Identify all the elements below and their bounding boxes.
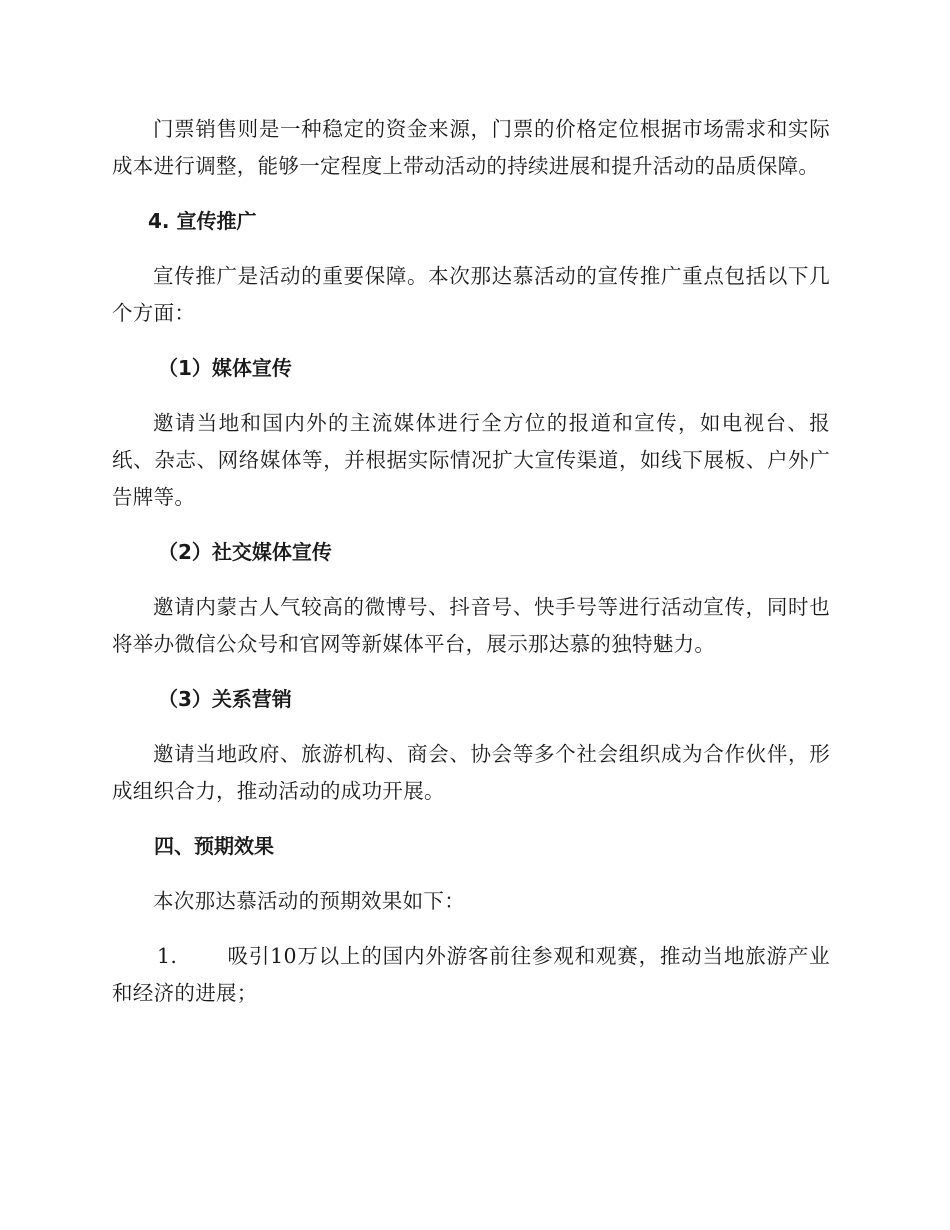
document-page	[112, 111, 830, 1012]
heading-expected-effects: 四、预期效果	[154, 834, 274, 858]
paragraph-ticket-sales: 门票销售则是一种稳定的资金来源，门票的价格定位根据市场需求和实际成本进行调整，能够一定程度上带动活动的持续进展和提升活动的品质保障。	[112, 117, 830, 178]
list-item-number: 1.	[157, 944, 178, 968]
heading-social-media: （2）社交媒体宣传	[158, 540, 332, 564]
heading-relationship-marketing: （3）关系营销	[158, 687, 292, 711]
paragraph-relationship-marketing: 邀请当地政府、旅游机构、商会、协会等多个社会组织成为合作伙伴，形成组织合力，推动活动的成功开展。	[112, 742, 830, 803]
paragraph-expected-intro: 本次那达慕活动的预期效果如下：	[153, 889, 465, 913]
paragraph-media-promotion: 邀请当地和国内外的主流媒体进行全方位的报道和宣传，如电视台、报纸、杂志、网络媒体等，并根据实际情况扩大宣传渠道，如线下展板、户外广告牌等。	[112, 411, 830, 509]
paragraph-promotion-intro: 宣传推广是活动的重要保障。本次那达慕活动的宣传推广重点包括以下几个方面：	[112, 264, 830, 325]
heading-media-promotion: （1）媒体宣传	[158, 356, 292, 380]
list-item	[112, 938, 830, 1012]
heading-promotion: 4. 宣传推广	[148, 209, 257, 233]
list-item-text: 吸引10万以上的国内外游客前往参观和观赛，推动当地旅游产业和经济的进展；	[112, 944, 830, 1005]
paragraph-social-media: 邀请内蒙古人气较高的微博号、抖音号、快手号等进行活动宣传，同时也将举办微信公众号和官网等新媒体平台，展示那达慕的独特魅力。	[112, 595, 830, 656]
